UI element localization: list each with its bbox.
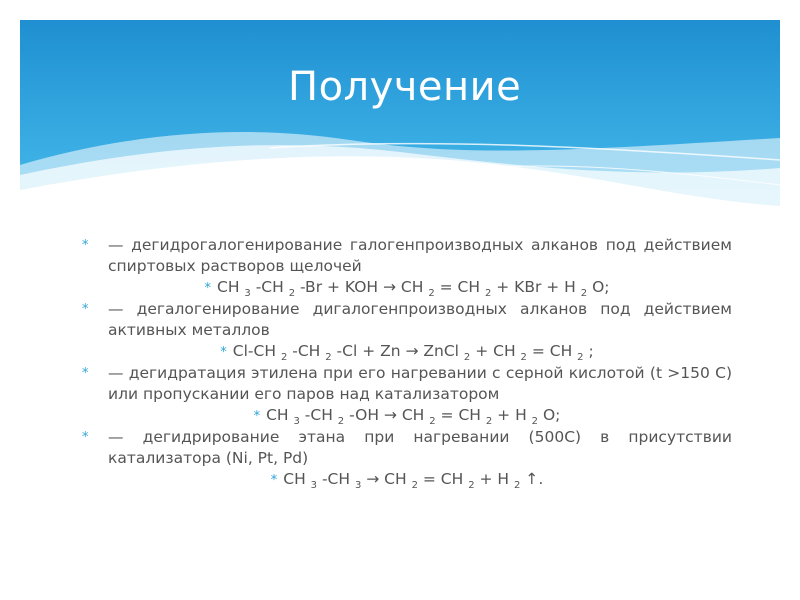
bullet-text: — дегидрогалогенирование галогенпроизводных алканов под действием спиртовых растворов щелочей (108, 236, 732, 275)
subscript: 2 (429, 416, 436, 427)
formula-line (82, 277, 732, 299)
formula-part: + H (492, 406, 532, 424)
bullet-icon: * (82, 238, 89, 253)
bullet-icon: * (270, 473, 278, 488)
formula-part: -Cl + Zn → ZnCl (331, 342, 464, 360)
slide-header (20, 20, 780, 235)
bullet-item (82, 427, 732, 469)
subscript: 2 (411, 480, 418, 491)
formula-part: CH (217, 278, 245, 296)
subscript: 2 (577, 352, 584, 363)
formula-part: -CH (317, 470, 355, 488)
subscript: 3 (293, 416, 300, 427)
formula-part: -Br + KOH → CH (295, 278, 429, 296)
formula-line (82, 341, 732, 363)
formula-part: O; (587, 278, 610, 296)
bullet-item (82, 363, 732, 405)
formula-part: CH (266, 406, 294, 424)
subscript: 3 (310, 480, 318, 491)
subscript: 2 (337, 416, 345, 427)
subscript: 2 (325, 352, 332, 363)
formula-part: ↑. (520, 470, 544, 488)
formula-part: -OH → CH (344, 406, 430, 424)
formula-part: → CH (361, 470, 412, 488)
subscript: 2 (484, 288, 492, 299)
formula-line (82, 405, 732, 427)
bullet-text: — дегидратация этилена при его нагревании с серной кислотой (t >150 C) или пропускании его паров над катализатором (108, 364, 732, 403)
formula-part: O; (538, 406, 561, 424)
subscript: 2 (531, 416, 539, 427)
formula-part: = CH (435, 406, 486, 424)
bullet-icon: * (82, 302, 89, 317)
formula-part: -CH (299, 406, 338, 424)
bullet-icon: * (82, 430, 89, 445)
bullet-item (82, 235, 732, 277)
bullet-icon: * (204, 281, 211, 296)
subscript: 2 (280, 352, 288, 363)
formula-part: + CH (470, 342, 521, 360)
bullet-text: — дегидрирование этана при нагревании (500С) в присутствии катализатора (Ni, Pt, Pd) (108, 428, 732, 467)
formula-part: -CH (287, 342, 326, 360)
formula-part: Cl-CH (232, 342, 281, 360)
subscript: 2 (580, 288, 588, 299)
slide-title: Получение (288, 64, 522, 110)
formula-part: -CH (250, 278, 289, 296)
formula-part: CH (283, 470, 311, 488)
subscript: 3 (244, 288, 251, 299)
subscript: 2 (468, 480, 475, 491)
formula-part: ; (583, 342, 594, 360)
formula-part: = CH (434, 278, 485, 296)
formula-part: + KBr + H (491, 278, 581, 296)
subscript: 2 (288, 288, 296, 299)
subscript: 3 (354, 480, 362, 491)
slide-content (82, 235, 732, 491)
subscript: 2 (520, 352, 527, 363)
subscript: 2 (514, 480, 521, 491)
bullet-item (82, 299, 732, 341)
bullet-icon: * (253, 409, 261, 424)
formula-part: = CH (526, 342, 578, 360)
bullet-text: — дегалогенирование дигалогенпроизводных алканов под действием активных металлов (108, 300, 732, 339)
subscript: 2 (463, 352, 471, 363)
bullet-icon: * (82, 366, 89, 381)
formula-line (82, 469, 732, 491)
formula-part: + H (474, 470, 515, 488)
slide (20, 20, 780, 580)
subscript: 2 (428, 288, 435, 299)
bullet-icon: * (220, 345, 227, 360)
subscript: 2 (485, 416, 493, 427)
header-wave-graphic (20, 20, 780, 235)
formula-part: = CH (417, 470, 469, 488)
